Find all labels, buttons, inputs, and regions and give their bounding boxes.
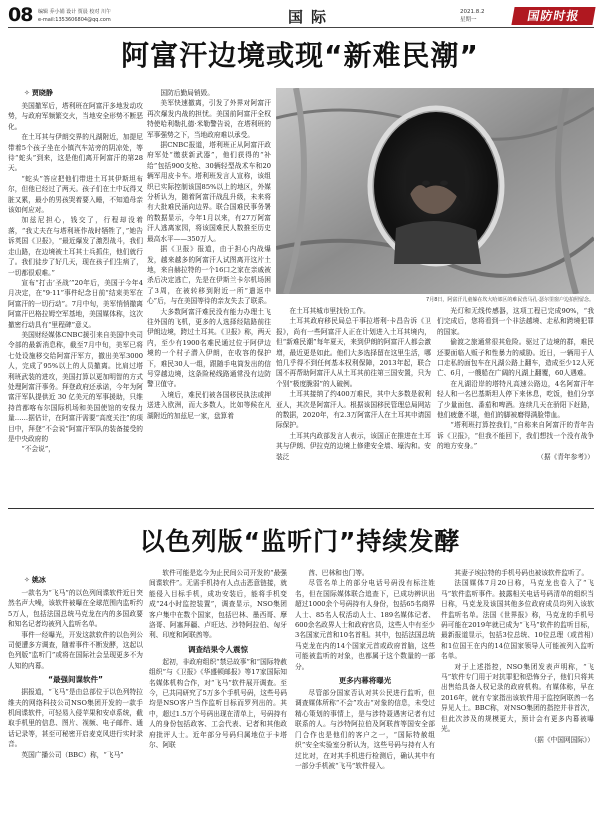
paragraph: 美国财经媒体CNBC援引来自美国中央司令部的最新消息称，截至7月中旬，美军已将七处设施移交给阿富汗军方，撤出美军3000人，完成了95%以上的人员撤离。比肩过塔利班武装的进攻，美国打算以更加明智的方式处理阿富汗事务。拜登政府还承诺，今年为阿富汗军队提供近 30 亿美元的军事援助，只维持首都喀布尔国际机场和美国使馆的安保力量……据估计，在阿富汗需要“高度关注”的项目中，拜登“不会说”阿富汗军队的装备接受的是中央政府的 <box>8 330 143 443</box>
paragraph: 一款名为“飞马”的以色列间谍软件近日突然名声大噪，该软件被曝在全球范围内监听约5万人，包括法国总统马克龙在内的多国政要和知名记者均被列入监听名单。 <box>8 589 143 629</box>
newspaper-logo: 国防时报 <box>511 7 595 25</box>
article1-source: （据《青年参考》） <box>537 452 594 461</box>
paragraph: 美国撤军后，塔利班在阿富汗多地发动攻势，与政府军频繁交火，当地安全形势不断恶化。 <box>8 102 143 131</box>
page-header <box>8 6 594 28</box>
article1-byline <box>24 88 53 98</box>
paragraph: 其妻子埃拉特的手机号码也被该软件监听了。 <box>454 569 589 577</box>
page-number: 08 <box>8 4 33 26</box>
paragraph: 在土耳其与伊朗交界的凡湖附近，加提尼带着5个孩子坐在小镇汽车站旁的阴凉处，等待“蛇头”到来，这是他们离开阿富汗的第28天。 <box>8 133 143 173</box>
article-divider <box>8 508 594 509</box>
byline-star-icon: ✧ <box>24 89 30 97</box>
editor-email: e-mail:1353606804@qq.com <box>38 17 111 23</box>
article2-author: 姚冰 <box>31 576 46 584</box>
paragraph: 据《卫报》报道，由于担心内战爆发，越来越多的阿富汗人试图离开这片土地，来自赫拉特的一个16口之家在亲戚被杀后决定逃亡，先是在伊斯兰卡尔机场困了3周，在被转移到附近一所“遣返中心”后，与在美国等待的亲友失去了联系。 <box>147 245 271 306</box>
editors-line: 编辑 乔小娟 设计 贾晨 校对 川午 <box>38 9 111 15</box>
paragraph: 土耳其内政部发言人表示，该国正在推进在土耳其与伊朗、伊拉克的边境上修建安全墙、壕沟和。安装泛 <box>276 431 431 461</box>
article2-subhead-2: 调查结果令人震惊 <box>188 644 248 654</box>
paragraph: 国防后勤局销毁。 <box>160 89 214 97</box>
article2-column-4 <box>441 568 594 822</box>
article2-source: （据《中国网国际》） <box>530 735 594 744</box>
article1-photo <box>276 88 594 294</box>
paragraph: 美军快速撤离，引发了外界对阿富汗再次爆发内战的担忧。美国前阿富汗全权特使哈利勒扎德·米勒警告说，在塔利班的军事强势之下，当地政府难以承受。 <box>147 99 271 139</box>
paragraph: 入境后，难民们被各国移民执法或押送进入欧洲，而大多数人，比如等候在凡湖附近的加兹尼一家，盘算着 <box>147 390 271 420</box>
article1-column-3 <box>276 306 431 501</box>
refugee-child-photo <box>276 88 594 294</box>
article2-headline: 以色列版“监听门”持续发酵 <box>139 527 461 556</box>
paragraph: “不会说”， <box>21 445 55 454</box>
paragraph: 英国广播公司（BBC）称，“飞马” <box>21 750 124 759</box>
paragraph: 尽管名单上的部分电话号码没有标注姓名，但在国际媒体联合追查下，已成功辨识出超过1000余个号码持有人身份，包括65名商界人士、85名人权活动人士、189名媒体记者、600余名政界人士和政府官员，这些人中有至少3名国家元首和10名首相。其中，包括法国总统马克龙在内的14个国家元首或政府首脑，这些可能被监听的对象，也都属于这个数量的一部分。 <box>295 579 435 671</box>
paragraph: “塔利班打算控我们，”自称来自阿富汗的青年告诉《卫报》，“但我不能回下，我们想找一个没有战争的地方安身。” <box>437 421 594 451</box>
paragraph: 软件可能是迄今为止民间公司开发的“最强间谍软件”。无需手机持有人点击恶意链接，就能侵入目标手机，成功安装后，能将手机变成“24小时监控装置”，调查显示，NSO集团客户集中在数个国家，包括巴林、墨西哥、摩洛哥、阿塞拜疆、卢旺达、沙特阿拉伯、匈牙利、印度和阿联酋等。 <box>149 569 287 640</box>
editors-info <box>38 8 111 24</box>
photo-caption: 7月8日，阿富汗儿童躲在坎大哈郊区的难民营马孔·瑟尔里窗户边拍照留念。 <box>426 297 594 303</box>
paragraph: 起初，非政府组织“禁忌故事”和“国际特赦组织”与《卫报》《华盛顿邮报》等17家国际知名媒体机构合作，对“飞马”软件展开调查。至今，已共同研究了5万多个手机号码，这些号码均是NSO客户当作监听目标而罗列出的。其中，超过1.5万个号码出现在清单上，号码持有人的身份包括政客、工会代表、记者和其他政府批评人士。近年部分号码归属地位于卡塔尔、阿联 <box>149 657 287 750</box>
article1-column-1 <box>8 101 143 501</box>
paragraph: 宣布“打击‘圣战’”20年后，美国于今年4月决定，在“9·11”事件纪念日前“结束美军在阿富汗的一切行动”。7月中旬，美军悄悄撤离阿富汗巴格拉姆空军基地，美国媒体称，这次撤密行动具有“里程碑”意义。 <box>8 278 143 329</box>
paragraph: 大多数阿富汗难民没有能力办理土飞往外国的飞机，更多的人选择经陆路前往伊朗边境，跨过土耳其。《卫报》称，两天内，至少有1900名难民通过位于阿伊边境的一个村子潜入伊朗，在收容的保护下，难民30人一组，跟随手电筒发出的信号穿越边境，这条险秘线路通常没有边防警卫值守。 <box>147 307 271 389</box>
article2-column-1 <box>8 588 143 822</box>
article2-column-2 <box>149 568 287 822</box>
paragraph: 偷渡之旅通常很其危险。驱过了边境的群，难民还要面临人贩子和性暴力的威胁。近日，一辆用于人口走私的面包车在凡湖公路上翻车，造成至少12人死亡、6月，一艘船在广阔的凡湖上翻覆，60人遇难。 <box>437 338 594 378</box>
paragraph: 对于上述指控，NSO集团发表声明称，“飞马”软件专门用于对抗罪犯和恐怖分子，他们只将其出售给具备人权记录的政府机构。有媒体称，早在2016年，就有专家指出该软件用于监控阿联酋一名异见人士。BBC称，对NSO集团的指控并非首次，但此次涉及的规模更大，预计会有更多内幕被曝光。 <box>441 662 594 734</box>
paragraph: “蛇头”答应把他们带进土耳其伊斯坦布尔，但他已经过了两天。孩子们在土中玩得又脏又累，最小的男孩哭着要入睡，不知道母亲该如何应对。 <box>8 174 143 215</box>
article1-column-4 <box>437 306 594 501</box>
article2-byline <box>24 575 46 585</box>
paragraph: 加兹尼担心，钱交了，行程却没着落，“我丈夫在与塔利班作战时牺牲了，”她告诉英国《卫报》，“最近爆发了激烈战斗，我们走山路，在边境被土耳其士兵抓住，他们就行了。我们徒步了好几天，现在孩子们生病了，一切都很艰难。” <box>8 216 143 277</box>
section-title: 国际 <box>288 8 335 26</box>
paragraph: 土耳其政府移民局总干事拉塔利·卡昌告诉《卫报》，尚有一些阿富汗人正在计划进入土耳其境内，但“新难民潮”每年夏天，来到伊朗的阿富汗人都会激增，最近更是如此。他们大多选择留在这里生活，哪怕几乎得不到任何基本权利保障，2013年起，联合国不再帮助阿富汗人从土耳其前往第三国安置，只为个别“极度脆弱”的人破例。 <box>276 317 431 388</box>
article1-author: 贾晓静 <box>31 89 53 97</box>
article1-headline: 阿富汗边境或现“新难民潮” <box>121 39 479 72</box>
date-line: 2021.8.2 <box>460 9 485 15</box>
article2-subhead-1: “最强间谍软件” <box>48 675 103 685</box>
paragraph: 据报道，“飞马”是由总部位于以色列特拉维夫的网络科技公司NSO集团开发的一款手机间谍软件，可轻易入侵苹果和安卓系统，截取手机里的信息、图片、视频、电子邮件、通话记录等，甚至可秘密开启麦克风进行实时录音。 <box>8 688 143 749</box>
paragraph: 尽管部分国家否认对其公民进行监听，但调查媒体所称“不会”攻击“对象的信息，未受过精心策划的事情上，是与涉特聂遇害记者有过联系的人。与沙特阿拉伯及阿联酋等国安全部门合作也是他们的客户之一，“国际特赦组织”安全实验室分析认为，这些号码与持有人有过比对，在对其手机进行检测后，确认其中有一部分手机被“飞马”软件侵入。 <box>295 689 435 770</box>
article2-subhead-3: 更多内幕将曝光 <box>338 676 392 686</box>
article1-column-2 <box>147 88 271 501</box>
article2-column-3 <box>295 568 435 822</box>
paragraph: 光灯和无线传感器，这项工程已完成90%，“我们完成后，您将看到一个非法越境、走私和跨境犯罪的国家。 <box>437 307 594 336</box>
paragraph: 法国媒体7月20日称，马克龙也卷入了“飞马”软件监听事件。披露相关电话号码清单的组织当日称，马克龙及该国其他多位政府成员均列入该软件监听名单。法国《世界报》称，马克龙的手机号码可能在2019年就已成为“飞马”软件的监听目标，最新报道显示，包括3位总统、10位总理（或首相）和1位国王在内的14位国家领导人可能被列入监听名单。 <box>441 579 594 661</box>
paragraph: 酋、巴林和也门等。 <box>308 569 369 577</box>
paragraph: 在土耳其城市里找份工作。 <box>289 307 370 315</box>
paragraph: 土耳其接纳了约400万难民，其中大多数是叙利亚人，其次是阿富汗人。根据该国移民管理总局网站的数据，2020年，有2.3万阿富汗人在土耳其申请国际保护。 <box>276 390 431 430</box>
issue-date <box>460 8 485 24</box>
paragraph: 在凡湖沿岸的塔特凡高速公路边，4名阿富汗年轻人和一名巴基斯坦人停下来休息，吃饭，他们分享了少量面包、番茄和啤酒。连续几天在骄阳下赶路，他们疲惫不堪，他们的脚被磨得满脸带血。 <box>437 379 594 420</box>
byline-star-icon: ✧ <box>24 576 30 584</box>
paragraph: 据CNBC报道，塔利班正从阿富汗政府军处“缴获新武器”，他们获得的“补给”包括900支枪、30辆轻型战术车和20辆军用皮卡车。塔利班发言人宣称，该组织已实际控制该国85%以上的地区，外媒分析认为，随着阿富汗战乱升级，未来将有大批难民涌向边界。联合国难民事务署的数据显示，今年1月以来，有27万阿富汗人逃离家园，将该国难民人数推至历史最高水平——350万人。 <box>147 141 271 243</box>
paragraph: 事件一经曝光，开发这款软件的以色列公司便遭多方调查，随着事件不断发酵，这起以色列版“监听门”或将在国际社会呈现更多不为人知的内幕。 <box>8 630 143 670</box>
weekday-line: 星期一 <box>460 17 477 23</box>
